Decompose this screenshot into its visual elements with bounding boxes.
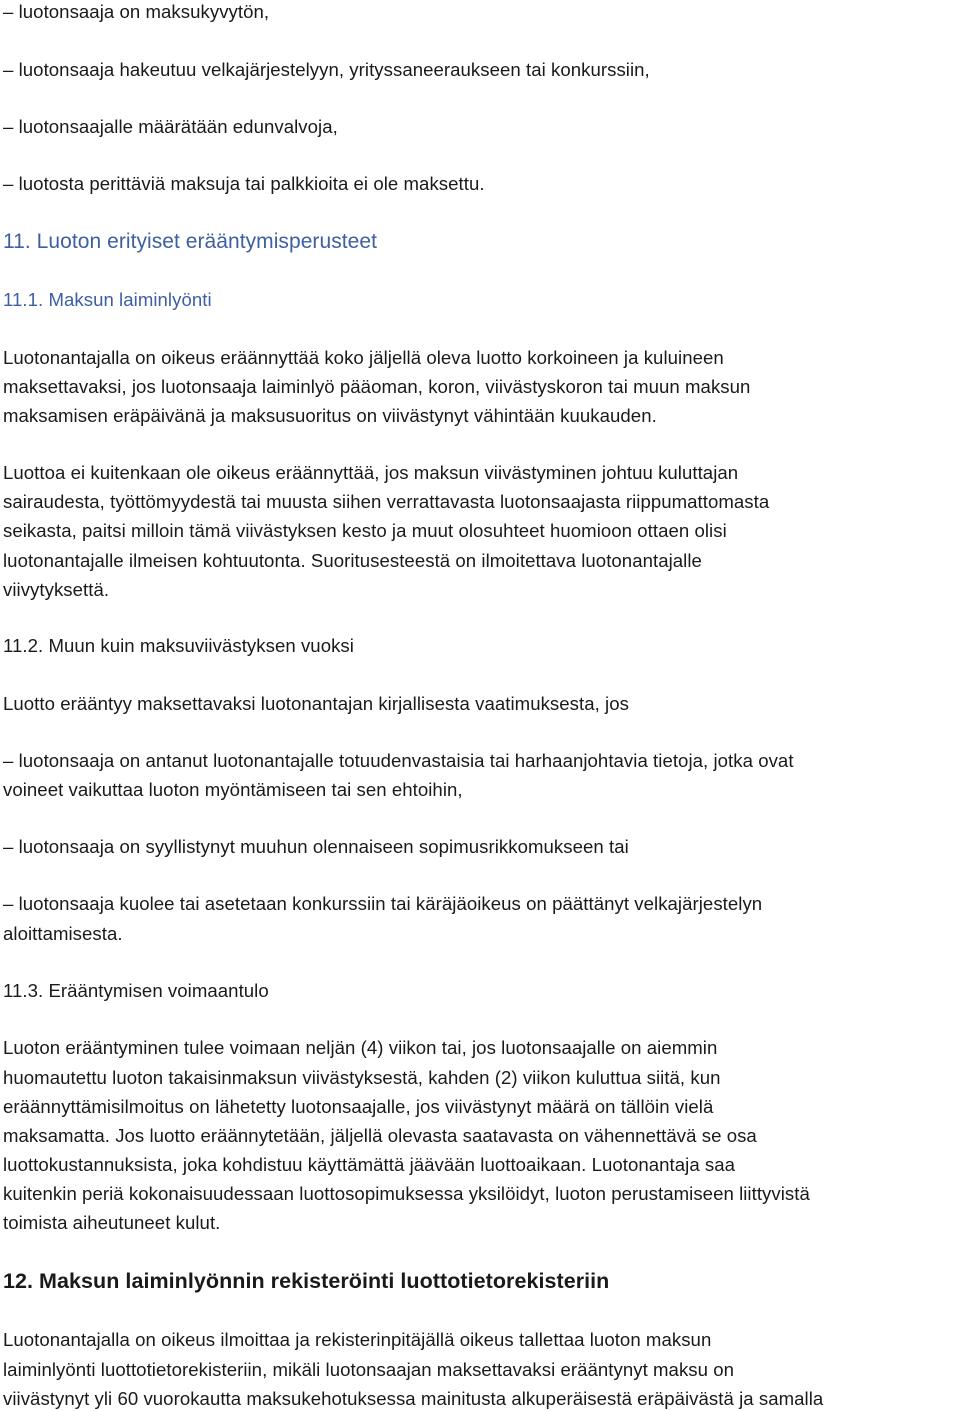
paragraph-line: huomautettu luoton takaisinmaksun viivästyksestä, kahden (2) viikon kuluttua siitä, kun	[3, 1067, 721, 1088]
bullet-item: – luotonsaajalle määrätään edunvalvoja,	[3, 116, 338, 137]
list-item: – luotonsaaja kuolee tai asetetaan konkurssiin tai käräjäoikeus on päättänyt velkajärjestelyn	[3, 893, 763, 914]
paragraph-line: eräännyttämisilmoitus on lähetetty luotonsaajalle, jos viivästynyt määrä on tällöin vielä	[3, 1096, 714, 1117]
bullet-item: – luotonsaaja on maksukyvytön,	[3, 1, 270, 22]
section-11-heading: 11. Luoton erityiset erääntymisperusteet	[3, 230, 377, 253]
paragraph-line: maksamatta. Jos luotto eräännytetään, jäljellä olevasta saatavasta on vähennettävä se osa	[3, 1125, 757, 1146]
paragraph-line: Luotonantajalla on oikeus eräännyttää koko jäljellä oleva luotto korkoineen ja kuluineen	[3, 347, 724, 368]
paragraph-line: maksettavaksi, jos luotonsaaja laiminlyö pääoman, koron, viivästyskoron tai muun maksun	[3, 376, 751, 397]
paragraph-line: laiminlyönti luottotietorekisteriin, mikäli luotonsaajan maksettavaksi erääntynyt maksu on	[3, 1359, 735, 1380]
paragraph-line: Luotto erääntyy maksettavaksi luotonantajan kirjallisesta vaatimuksesta, jos	[3, 693, 629, 714]
paragraph-line: maksamisen eräpäivänä ja maksusuoritus on viivästynyt vähintään kuukauden.	[3, 405, 657, 426]
section-11-1-heading: 11.1. Maksun laiminlyönti	[3, 289, 212, 310]
list-item: – luotonsaaja on syyllistynyt muuhun olennaiseen sopimusrikkomukseen tai	[3, 836, 629, 857]
list-item: – luotonsaaja on antanut luotonantajalle totuudenvastaisia tai harhaanjohtavia tietoja, jotka ovat	[3, 750, 794, 771]
paragraph-line: viivytyksettä.	[3, 579, 110, 600]
paragraph-line: Luoton erääntyminen tulee voimaan neljän (4) viikon tai, jos luotonsaajalle on aiemmin	[3, 1037, 718, 1058]
list-item: voineet vaikuttaa luoton myöntämiseen tai sen ehtoihin,	[3, 779, 463, 800]
paragraph-line: Luottoa ei kuitenkaan ole oikeus eräännyttää, jos maksun viivästyminen johtuu kuluttajan	[3, 462, 739, 483]
paragraph-line: luotonantajalle ilmeisen kohtuutonta. Suoritusesteestä on ilmoitettava luotonantajalle	[3, 550, 702, 571]
section-11-3-heading: 11.3. Erääntymisen voimaantulo	[3, 980, 269, 1001]
list-item: aloittamisesta.	[3, 923, 123, 944]
paragraph-line: viivästynyt yli 60 vuorokautta maksukehotuksessa mainitusta alkuperäisestä eräpäivästä ja samalla	[3, 1388, 824, 1409]
bullet-item: – luotosta perittäviä maksuja tai palkkioita ei ole maksettu.	[3, 173, 485, 194]
paragraph-line: sairaudesta, työttömyydestä tai muusta siihen verrattavasta luotonsaajasta riippumattomasta	[3, 491, 770, 512]
section-12-heading: 12. Maksun laiminlyönnin rekisteröinti luottotietorekisteriin	[3, 1269, 610, 1293]
paragraph-line: luottokustannuksista, joka kohdistuu käyttämättä jäävään luottoaikaan. Luotonantaja saa	[3, 1154, 736, 1175]
paragraph-line: Luotonantajalla on oikeus ilmoittaa ja rekisterinpitäjällä oikeus tallettaa luoton maksun	[3, 1329, 712, 1350]
paragraph-line: toimista aiheutuneet kulut.	[3, 1212, 221, 1233]
section-11-2-heading: 11.2. Muun kuin maksuviivästyksen vuoksi	[3, 635, 354, 656]
paragraph-line: kuitenkin periä kokonaisuudessaan luottosopimuksessa yksilöidyt, luoton perustamiseen liittyvistä	[3, 1183, 810, 1204]
paragraph-line: seikasta, paitsi milloin tämä viivästyksen kesto ja muut olosuhteet huomioon ottaen olisi	[3, 520, 727, 541]
bullet-item: – luotonsaaja hakeutuu velkajärjestelyyn, yrityssaneeraukseen tai konkurssiin,	[3, 59, 650, 80]
